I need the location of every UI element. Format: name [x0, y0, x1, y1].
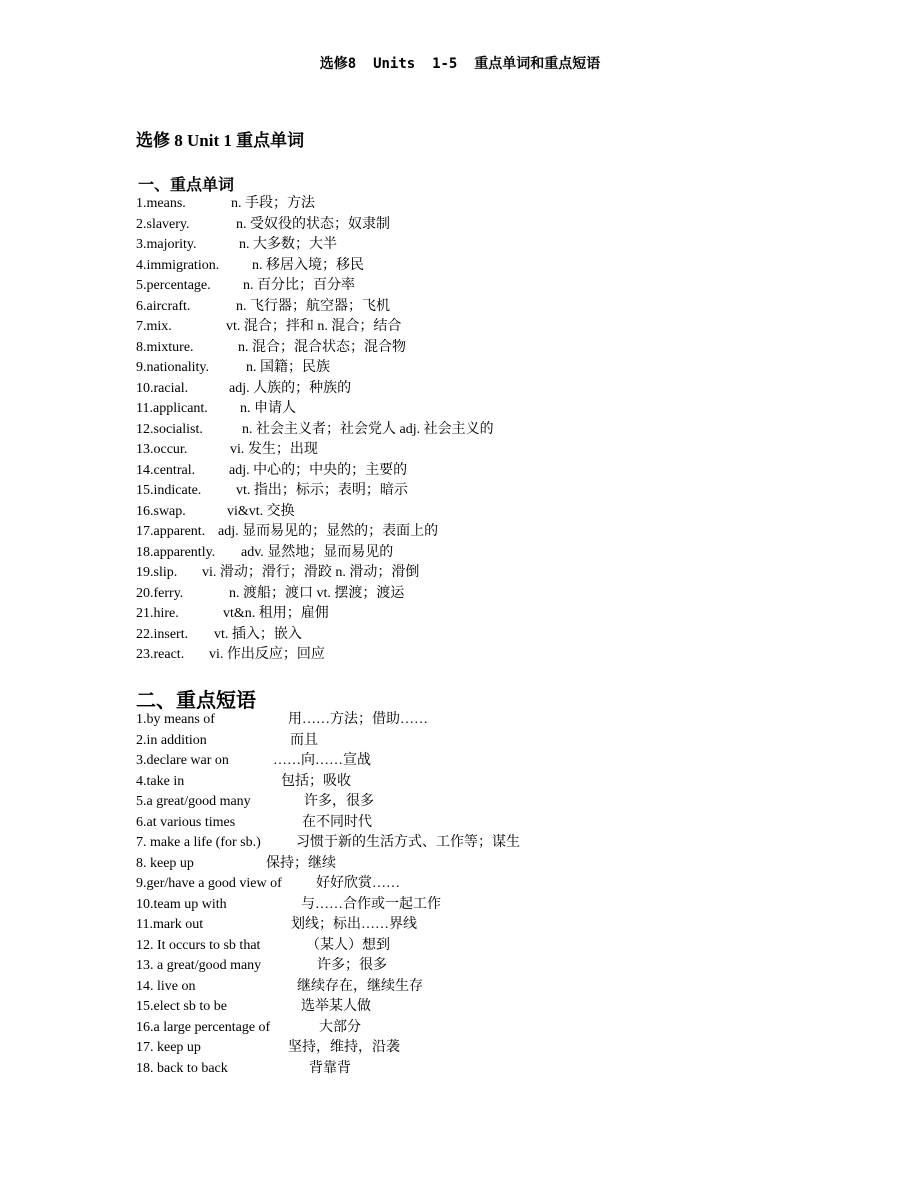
word-term: 11.applicant.: [136, 401, 208, 416]
word-definition: adj. 中心的；中央的；主要的: [229, 462, 408, 478]
word-term: 21.hire.: [136, 606, 179, 621]
word-term: 4.immigration.: [136, 257, 220, 273]
phrase-term: 8. keep up: [136, 855, 194, 871]
phrase-definition: ……向……宣战: [273, 753, 371, 768]
phrase-definition: 选举某人做: [301, 999, 371, 1014]
word-definition: n. 申请人: [240, 401, 296, 416]
phrase-definition: 大部分: [319, 1019, 361, 1035]
word-definition: vt&n. 租用；雇佣: [223, 606, 329, 621]
word-term: 1.means.: [136, 196, 186, 211]
phrases-section-heading: 二、重点短语: [136, 690, 256, 712]
word-term: 5.percentage.: [136, 278, 211, 293]
word-definition: vt. 插入；嵌入: [214, 626, 302, 642]
word-term: 18.apparently.: [136, 544, 216, 560]
phrase-term: 15.elect sb to be: [136, 999, 227, 1014]
phrase-definition: 许多，很多: [304, 794, 374, 809]
phrase-term: 13. a great/good many: [136, 958, 262, 973]
phrase-term: 11.mark out: [136, 917, 204, 932]
word-term: 16.swap.: [136, 503, 186, 519]
word-term: 23.react.: [136, 647, 185, 662]
phrase-term: 3.declare war on: [136, 753, 229, 768]
phrase-definition: （某人）想到: [306, 937, 390, 953]
word-definition: adv. 显然地；显而易见的: [241, 544, 394, 560]
unit-title: 选修 8 Unit 1 重点单词: [136, 131, 305, 150]
word-term: 7.mix.: [136, 319, 172, 334]
word-definition: n. 社会主义者；社会党人 adj. 社会主义的: [242, 421, 494, 437]
word-term: 14.central.: [136, 462, 196, 478]
phrase-term: 5.a great/good many: [136, 794, 251, 809]
word-term: 2.slavery.: [136, 216, 190, 232]
word-term: 8.mixture.: [136, 339, 194, 355]
phrase-term: 1.by means of: [136, 712, 215, 727]
word-term: 13.occur.: [136, 442, 188, 457]
word-term: 12.socialist.: [136, 421, 203, 437]
phrase-definition: 保持；继续: [266, 855, 336, 871]
phrase-definition: 继续存在，继续生存: [297, 978, 423, 994]
phrase-term: 2.in addition: [136, 732, 207, 748]
word-definition: n. 飞行器；航空器；飞机: [236, 298, 390, 314]
phrase-definition: 与……合作或一起工作: [301, 896, 441, 912]
word-term: 9.nationality.: [136, 360, 209, 375]
phrase-definition: 坚持，维持，沿袭: [288, 1040, 400, 1055]
phrase-term: 10.team up with: [136, 896, 227, 912]
word-definition: vt. 混合；拌和 n. 混合；结合: [226, 319, 402, 334]
word-term: 6.aircraft.: [136, 298, 191, 314]
word-definition: vi&vt. 交换: [227, 503, 295, 519]
word-definition: n. 混合；混合状态；混合物: [238, 339, 406, 355]
phrase-term: 7. make a life (for sb.): [136, 835, 261, 850]
word-definition: n. 受奴役的状态；奴隶制: [236, 216, 390, 232]
word-term: 20.ferry.: [136, 585, 184, 601]
phrase-term: 16.a large percentage of: [136, 1019, 271, 1035]
word-term: 19.slip.: [136, 565, 178, 580]
word-term: 22.insert.: [136, 626, 189, 642]
phrase-definition: 包括；吸收: [281, 773, 351, 789]
phrase-definition: 划线；标出……界线: [291, 917, 417, 932]
word-definition: vt. 指出；标示；表明；暗示: [236, 483, 408, 498]
phrase-term: 14. live on: [136, 978, 196, 994]
phrase-definition: 而且: [290, 732, 318, 748]
phrase-term: 18. back to back: [136, 1060, 228, 1076]
word-definition: n. 百分比；百分率: [243, 278, 355, 293]
word-definition: vi. 滑动；滑行；滑跤 n. 滑动；滑倒: [202, 565, 420, 580]
phrase-term: 17. keep up: [136, 1040, 201, 1055]
phrase-definition: 背靠背: [309, 1060, 351, 1076]
word-definition: n. 大多数；大半: [239, 237, 337, 252]
word-term: 10.racial.: [136, 380, 189, 396]
word-definition: n. 手段；方法: [231, 196, 315, 211]
word-definition: adj. 显而易见的；显然的；表面上的: [218, 524, 439, 539]
document-title: 选修8 Units 1-5 重点单词和重点短语: [319, 56, 601, 72]
phrase-definition: 好好欣赏……: [316, 876, 400, 891]
word-definition: vi. 发生；出现: [230, 442, 318, 457]
word-term: 17.apparent.: [136, 524, 206, 539]
word-term: 3.majority.: [136, 237, 197, 252]
word-term: 15.indicate.: [136, 483, 202, 498]
phrase-definition: 在不同时代: [302, 814, 372, 830]
phrase-term: 4.take in: [136, 773, 185, 789]
phrase-definition: 习惯于新的生活方式、工作等；谋生: [296, 835, 520, 850]
phrase-term: 6.at various times: [136, 814, 236, 830]
word-definition: vi. 作出反应；回应: [209, 647, 325, 662]
phrase-term: 12. It occurs to sb that: [136, 937, 261, 953]
word-definition: n. 移居入境；移民: [252, 257, 364, 273]
phrase-definition: 用……方法；借助……: [288, 712, 428, 727]
words-section-heading: 一、重点单词: [138, 177, 235, 194]
phrase-definition: 许多；很多: [317, 958, 387, 973]
word-definition: n. 渡船；渡口 vt. 摆渡；渡运: [229, 585, 405, 601]
word-definition: adj. 人族的；种族的: [229, 380, 352, 396]
word-definition: n. 国籍；民族: [246, 360, 330, 375]
phrase-term: 9.ger/have a good view of: [136, 876, 282, 891]
